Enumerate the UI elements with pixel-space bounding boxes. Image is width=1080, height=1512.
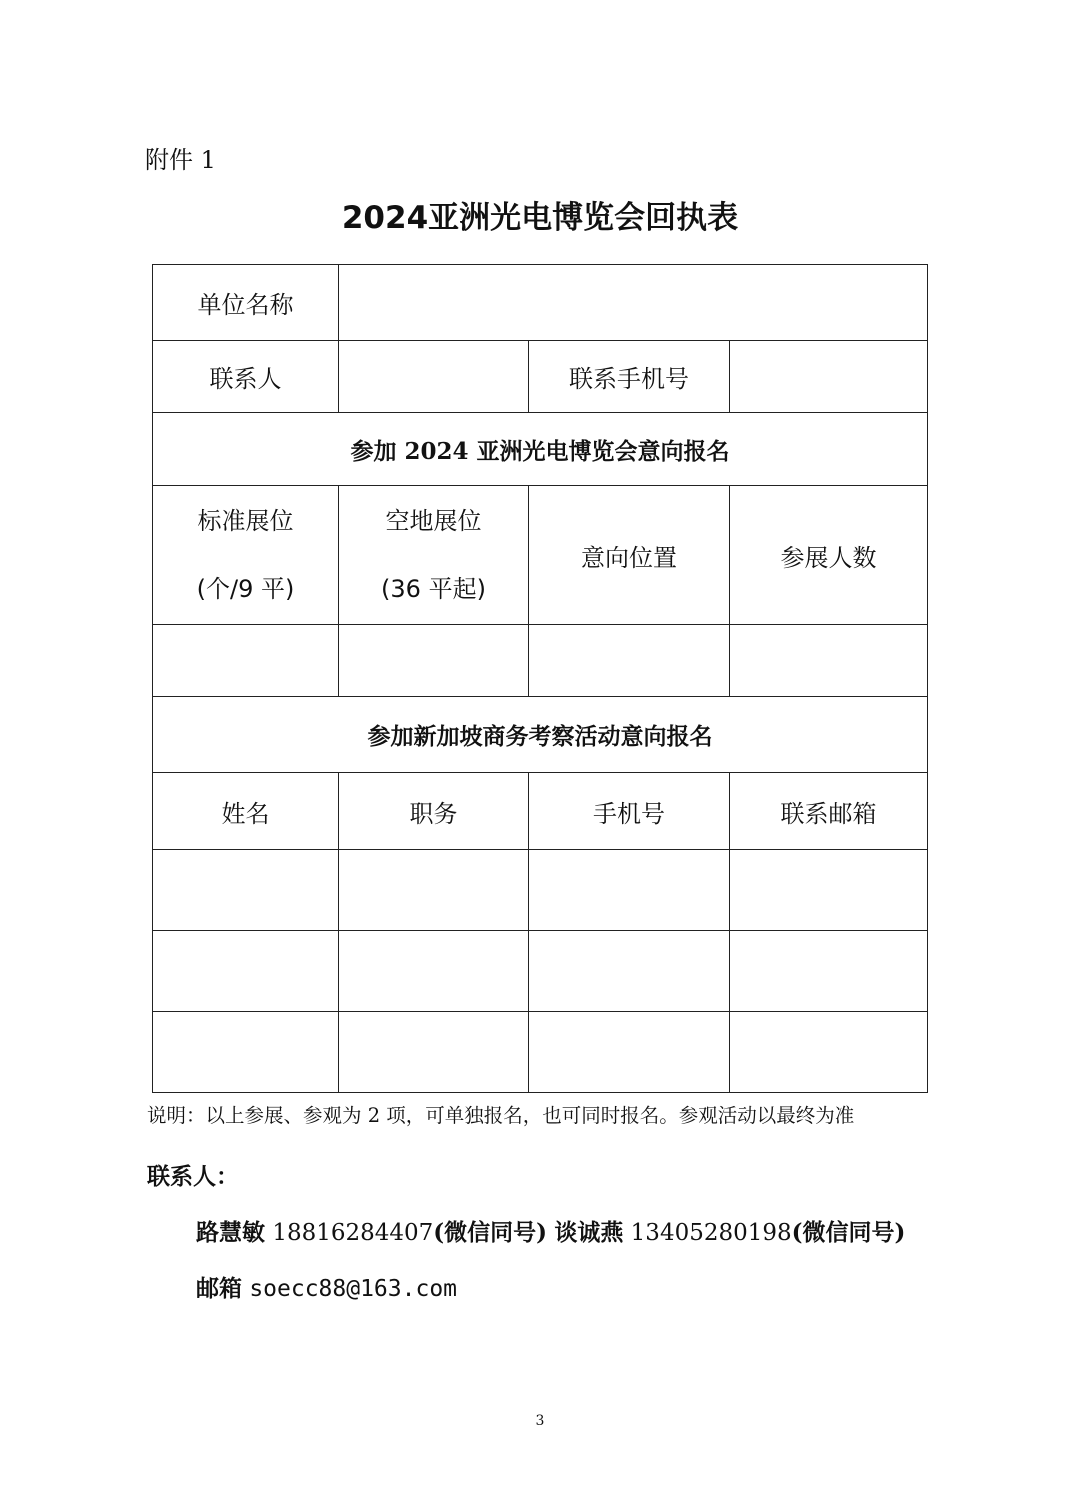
attachment-label: 附件 1 xyxy=(145,146,216,174)
contact-person-label: 联系人 xyxy=(153,341,339,413)
person2-name: 谈诚燕 xyxy=(554,1219,624,1246)
name-header: 姓名 xyxy=(153,773,339,850)
expo-section-title: 参加 2024 亚洲光电博览会意向报名 xyxy=(153,413,928,486)
person2-wechat-note: (微信同号) xyxy=(791,1219,906,1246)
phone-header: 手机号 xyxy=(529,773,730,850)
standard-booth-header xyxy=(153,486,339,625)
raw-space-unit: (36 平起) xyxy=(381,575,486,603)
name-field[interactable] xyxy=(153,850,339,931)
preferred-location-field[interactable] xyxy=(529,625,730,697)
name-field[interactable] xyxy=(153,1012,339,1093)
name-field[interactable] xyxy=(153,931,339,1012)
email-label: 邮箱 xyxy=(196,1275,242,1302)
document-title: 2024亚洲光电博览会回执表 xyxy=(341,200,739,236)
raw-space-header xyxy=(339,486,529,625)
phone-field[interactable] xyxy=(529,850,730,931)
contact-mobile-field[interactable] xyxy=(730,341,928,413)
position-field[interactable] xyxy=(339,850,529,931)
raw-space-field[interactable] xyxy=(339,625,529,697)
contact-email-line xyxy=(196,1270,457,1303)
contact-person-field[interactable] xyxy=(339,341,529,413)
org-name-label: 单位名称 xyxy=(153,265,339,341)
registration-form-table xyxy=(152,264,928,1093)
person2-phone: 13405280198 xyxy=(630,1220,792,1246)
standard-booth-field[interactable] xyxy=(153,625,339,697)
email-address[interactable]: soecc88@163.com xyxy=(249,1276,458,1302)
email-header: 联系邮箱 xyxy=(730,773,928,850)
table-row xyxy=(153,850,928,931)
preferred-location-header: 意向位置 xyxy=(529,486,730,625)
email-field[interactable] xyxy=(730,850,928,931)
page-number: 3 xyxy=(535,1413,545,1429)
position-header: 职务 xyxy=(339,773,529,850)
position-field[interactable] xyxy=(339,1012,529,1093)
raw-space-title: 空地展位 xyxy=(385,507,482,535)
org-name-field[interactable] xyxy=(339,265,928,341)
email-field[interactable] xyxy=(730,931,928,1012)
table-row xyxy=(153,1012,928,1093)
phone-field[interactable] xyxy=(529,1012,730,1093)
exhibitor-count-field[interactable] xyxy=(730,625,928,697)
phone-field[interactable] xyxy=(529,931,730,1012)
exhibitor-count-header: 参展人数 xyxy=(730,486,928,625)
singapore-section-title: 参加新加坡商务考察活动意向报名 xyxy=(153,697,928,773)
standard-booth-unit: (个/9 平) xyxy=(196,575,295,603)
note-text: 说明：以上参展、参观为 2 项，可单独报名，也可同时报名。参观活动以最终为准 xyxy=(147,1104,855,1127)
contact-mobile-label: 联系手机号 xyxy=(529,341,730,413)
person1-phone: 18816284407 xyxy=(272,1220,434,1246)
contact-heading: 联系人： xyxy=(147,1163,239,1190)
standard-booth-title: 标准展位 xyxy=(197,507,294,535)
contact-persons-line xyxy=(196,1214,905,1247)
person1-name: 路慧敏 xyxy=(196,1219,265,1246)
email-field[interactable] xyxy=(730,1012,928,1093)
position-field[interactable] xyxy=(339,931,529,1012)
table-row xyxy=(153,931,928,1012)
person1-wechat-note: (微信同号) xyxy=(433,1219,548,1246)
